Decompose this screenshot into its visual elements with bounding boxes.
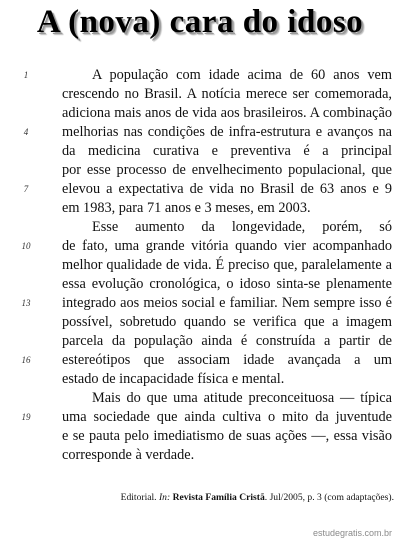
- text-line: [0, 351, 400, 370]
- text-line: [0, 180, 400, 199]
- line-text: por esse processo de envelhecimento populacional, que: [62, 162, 392, 178]
- text-line: [0, 313, 400, 332]
- line-number: 1: [23, 70, 29, 80]
- line-text: estereótipos que associam idade avançada a um: [62, 352, 392, 368]
- line-number: 19: [21, 412, 31, 422]
- line-number: 13: [21, 298, 31, 308]
- text-line: [0, 237, 400, 256]
- line-text: essa evolução cronológica, o idoso sinta-se plenamente: [62, 276, 392, 292]
- text-line: [0, 370, 400, 389]
- line-text: A população com idade acima de 60 anos vem: [92, 67, 392, 83]
- text-line: [0, 199, 400, 218]
- text-line: [0, 218, 400, 237]
- source-magazine: Revista Família Cristã: [172, 492, 265, 503]
- text-line: [0, 66, 400, 85]
- line-text: possível, sobretudo quando se verifica que a imagem: [62, 314, 392, 330]
- text-line: [0, 256, 400, 275]
- line-text: de fato, uma grande vitória quando vier acompanhado: [62, 238, 392, 254]
- line-text: crescendo no Brasil. A notícia merece ser comemorada,: [62, 86, 392, 102]
- line-text: uma sociedade que ainda cultiva o mito da juventude: [62, 409, 392, 425]
- source-suffix: . Jul/2005, p. 3 (com adaptações).: [264, 492, 394, 503]
- text-line: [0, 161, 400, 180]
- text-line: [0, 294, 400, 313]
- text-line: [0, 408, 400, 427]
- text-line: [0, 446, 400, 465]
- line-text: e se pauta pelo imediatismo de suas ações —, essa visão: [62, 428, 392, 444]
- line-text: Esse aumento da longevidade, porém, só: [92, 219, 392, 235]
- source-citation: [0, 492, 394, 503]
- line-text: melhorias nas condições de infra-estrutura e avanços na: [62, 124, 392, 140]
- line-number: 16: [21, 355, 31, 365]
- article-body: [0, 66, 400, 465]
- text-line: [0, 389, 400, 408]
- line-text: Mais do que uma atitude preconceituosa — típica: [92, 390, 392, 406]
- source-in: In:: [158, 492, 171, 503]
- text-line: [0, 142, 400, 161]
- site-watermark: estudegratis.com.br: [312, 528, 392, 538]
- source-prefix: Editorial.: [120, 492, 157, 503]
- line-text: adiciona mais anos de vida aos brasileiros. A combinação: [62, 105, 392, 121]
- line-text: corresponde à verdade.: [62, 447, 195, 463]
- text-line: [0, 332, 400, 351]
- line-number: 10: [21, 241, 31, 251]
- line-text: em 1983, para 71 anos e 3 meses, em 2003.: [62, 200, 311, 216]
- line-text: elevou a expectativa de vida no Brasil de 63 anos e 9: [62, 181, 392, 197]
- line-text: parcela da população ainda é construída a partir de: [62, 333, 392, 349]
- line-text: integrado aos meios social e familiar. Nem sempre isso é: [62, 295, 392, 311]
- line-number: 4: [23, 127, 29, 137]
- line-text: estado de incapacidade física e mental.: [62, 371, 285, 387]
- text-line: [0, 104, 400, 123]
- article-title: A (nova) cara do idoso: [36, 4, 364, 40]
- text-line: [0, 123, 400, 142]
- text-line: [0, 275, 400, 294]
- line-text: da medicina curativa e preventiva é a principal: [62, 143, 392, 159]
- line-text: melhor qualidade de vida. É preciso que, paralelamente a: [62, 257, 392, 273]
- text-line: [0, 427, 400, 446]
- line-number: 7: [23, 184, 29, 194]
- text-line: [0, 85, 400, 104]
